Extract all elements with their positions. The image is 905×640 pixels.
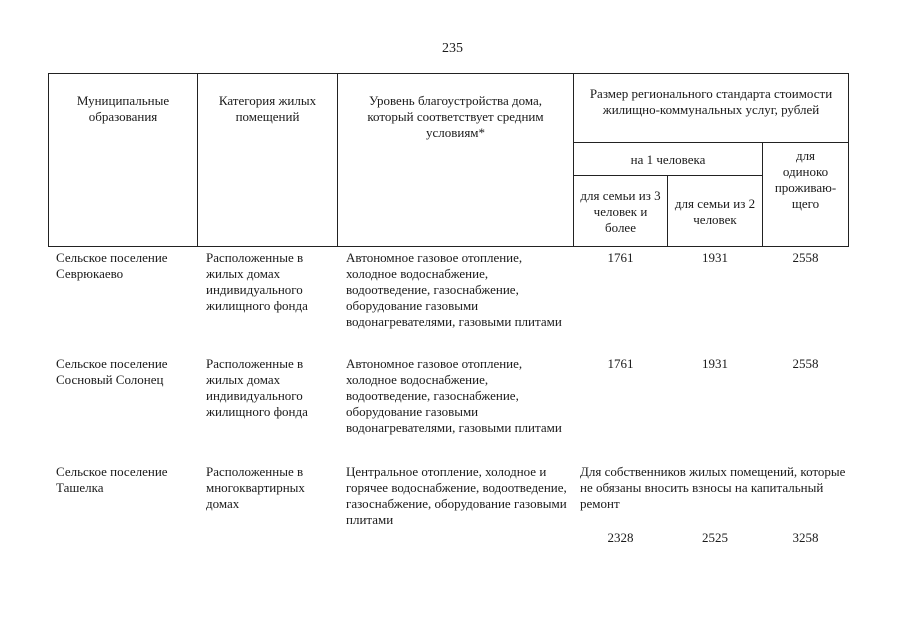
row-value-single: 2558: [792, 356, 819, 371]
header-per-person: на 1 человека: [630, 152, 706, 167]
row-category: Расположенные в многоквартирных домах: [206, 464, 305, 511]
rule-bottom: [48, 246, 849, 247]
rule-standard-split: [573, 142, 849, 143]
row-category: Расположенные в жилых домах индивидуального жилищного фонда: [206, 356, 308, 419]
header-family3: для семьи из 3 человек и более: [580, 188, 661, 235]
row-level: Автономное газовое отопление, холодное водоснабжение, водоотведение, газоснабжение, оборудование газовыми водонагревателями, газовыми плитами: [346, 250, 562, 329]
row-value-family2: 2525: [702, 530, 728, 545]
row-value-family3: 2328: [607, 530, 634, 545]
rule-top: [48, 73, 849, 74]
rule-per-person-split: [573, 175, 763, 176]
row-note: Для собственников жилых помещений, которые не обязаны вносить взносы на капитальный ремонт: [580, 464, 846, 511]
row-value-family3: 1761: [607, 250, 634, 265]
header-family2: для семьи из 2 человек: [674, 196, 756, 227]
header-single: для одиноко проживаю-щего: [774, 148, 837, 211]
row-value-single: 3258: [792, 530, 819, 545]
header-level: Уровень благоустройства дома, который соответствует средним условиям*: [367, 93, 544, 140]
row-value-family2: 1931: [702, 356, 728, 371]
row-municipality: Сельское поселение Ташелка: [56, 464, 168, 495]
row-municipality: Сельское поселение Сосновый Солонец: [56, 356, 168, 387]
row-level: Автономное газовое отопление, холодное водоснабжение, водоотведение, газоснабжение, оборудование газовыми водонагревателями, газовыми плитами: [346, 356, 562, 435]
page-number: 235: [442, 41, 463, 56]
row-category: Расположенные в жилых домах индивидуального жилищного фонда: [206, 250, 308, 313]
header-standard: Размер регионального стандарта стоимости жилищно-коммунальных услуг, рублей: [589, 86, 833, 117]
header-municipality: Муниципальные образования: [76, 93, 170, 124]
row-value-family3: 1761: [607, 356, 634, 371]
row-value-single: 2558: [792, 250, 819, 265]
header-category: Категория жилых помещений: [218, 93, 317, 124]
row-municipality: Сельское поселение Севрюкаево: [56, 250, 168, 281]
row-level: Центральное отопление, холодное и горячее водоснабжение, водоотведение, газоснабжение, оборудование газовыми плитами: [346, 464, 567, 527]
row-value-family2: 1931: [702, 250, 728, 265]
